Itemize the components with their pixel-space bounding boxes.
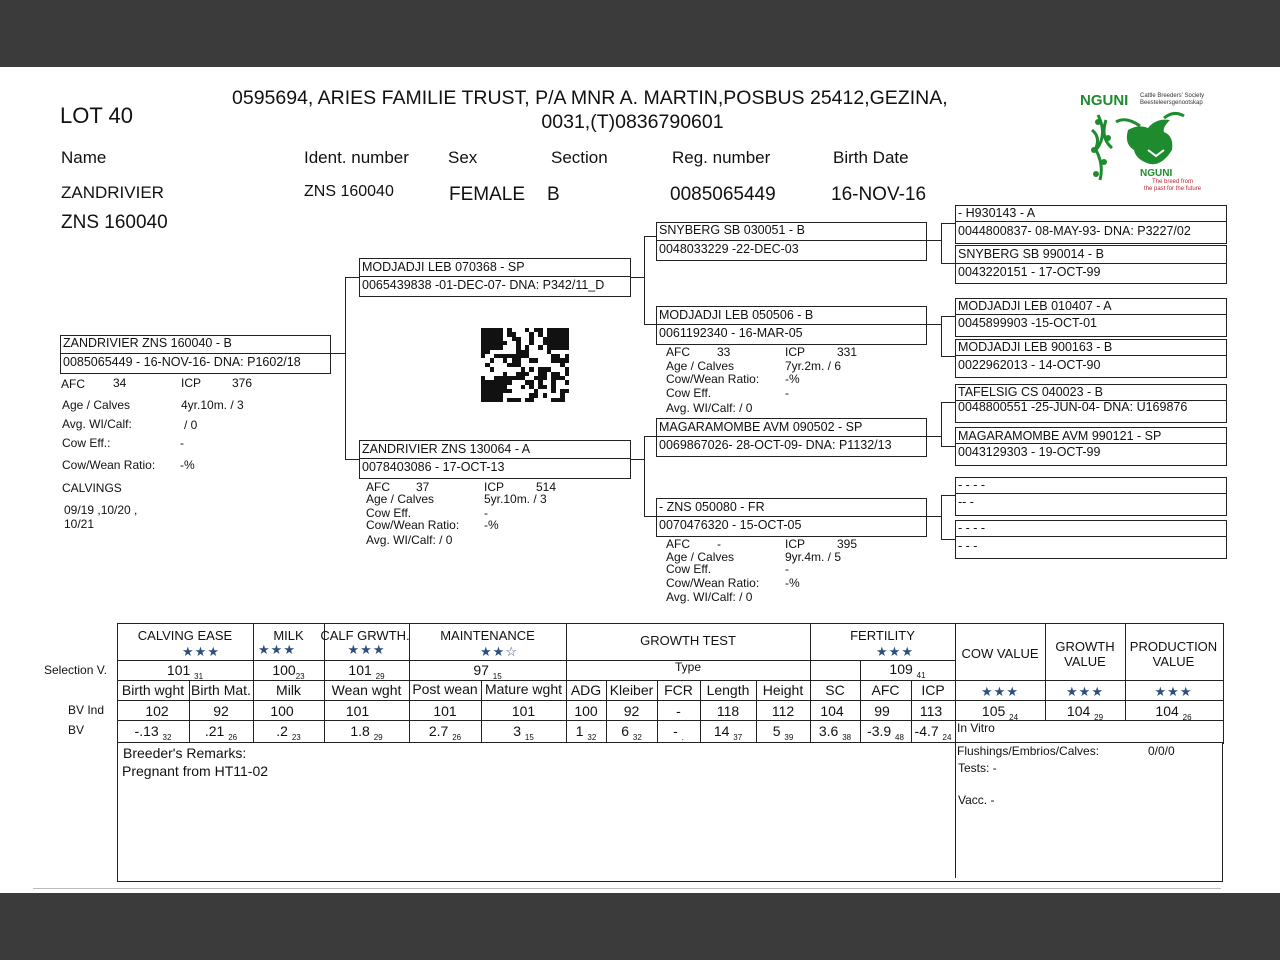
pedigree-ss-box <box>656 222 927 261</box>
header-cow-value: COW VALUE <box>961 646 1039 661</box>
self-calvings-1: 09/19 ,10/20 , <box>64 503 138 517</box>
table-line <box>955 623 956 742</box>
bv-ind-milk: 100 <box>270 703 294 719</box>
pedigree-sd-box <box>656 306 927 345</box>
self-cow-label: Cow Eff.: <box>62 436 111 450</box>
connector <box>941 539 956 540</box>
row-label-bv-ind: BV Ind <box>68 703 105 717</box>
g3-line-2: 0045899903 -15-OCT-01 <box>958 316 1097 330</box>
divider <box>956 263 1226 264</box>
bv-accuracy: 32 <box>162 732 172 742</box>
sd-age-value: 7yr.2m. / 6 <box>785 359 842 373</box>
pedigree-g3-box <box>955 298 1227 337</box>
divider <box>956 355 1226 356</box>
qr-code <box>481 328 569 402</box>
table-line <box>117 660 955 661</box>
connector <box>941 495 942 539</box>
bv-accuracy: 32 <box>632 732 642 742</box>
col-length: Length <box>706 682 750 698</box>
reg-label: Reg. number <box>672 148 771 167</box>
connector <box>941 223 942 263</box>
cow-value-acc: 24 <box>1009 712 1019 722</box>
pedigree-g3-box <box>955 205 1227 244</box>
header-type: Type <box>674 660 701 674</box>
connector <box>941 356 956 357</box>
sd-afc-value: 33 <box>717 345 731 359</box>
self-calvings-label: CALVINGS <box>62 481 122 495</box>
remarks-box <box>117 742 1223 882</box>
dd-wi-label: Avg. WI/Calf: / 0 <box>666 590 753 604</box>
dam-line-1: ZANDRIVIER ZNS 130064 - A <box>362 442 531 456</box>
connector <box>941 402 942 446</box>
self-ratio-label: Cow/Wean Ratio: <box>62 458 156 472</box>
sd-line-2: 0061192340 - 16-MAR-05 <box>659 326 803 340</box>
g3-line-1: TAFELSIG CS 040023 - B <box>958 385 1103 399</box>
col-post-wean: Post wean <box>412 681 478 697</box>
production-value: 104 <box>1155 703 1179 719</box>
sd-cow-label: Cow Eff. <box>666 386 712 400</box>
selection-calving-ease-acc: 31 <box>194 671 204 681</box>
bv-value: 5 <box>772 723 781 739</box>
dd-icp-value: 395 <box>837 537 858 551</box>
g3-line-2: - - - <box>958 539 978 553</box>
divider <box>956 536 1226 537</box>
remarks-label: Breeder's Remarks: <box>123 745 247 761</box>
dd-age-label: Age / Calves <box>666 550 735 564</box>
dd-ratio-value: -% <box>785 576 800 590</box>
pedigree-g3-box <box>955 339 1227 378</box>
selection-fertility <box>860 661 955 680</box>
divider <box>657 240 926 241</box>
dam-cow-value: - <box>484 506 488 520</box>
selection-maintenance-value: 97 <box>473 662 489 678</box>
row-label-selection: Selection V. <box>44 663 107 677</box>
sd-cow-value: - <box>785 386 789 400</box>
bv-accuracy: 26 <box>452 732 462 742</box>
col-fcr: FCR <box>664 682 693 698</box>
sd-icp-label: ICP <box>785 345 806 359</box>
sd-line-1: MODJADJI LEB 050506 - B <box>659 308 814 322</box>
dd-line-2: 0070476320 - 15-OCT-05 <box>659 518 802 532</box>
bv-cell <box>481 723 566 742</box>
self-line-2: 0085065449 - 16-NOV-16- DNA: P1602/18 <box>63 355 301 369</box>
bv-cell <box>117 723 189 742</box>
g3-line-1: - - - - <box>958 478 986 492</box>
bv-value: 3 <box>513 723 521 739</box>
selection-calf-growth <box>324 662 409 681</box>
bv-accuracy: 38 <box>842 732 852 742</box>
dam-afc-value: 37 <box>416 480 430 494</box>
bv-accuracy: 26 <box>228 732 238 742</box>
pedigree-ds-box <box>656 418 927 457</box>
ss-line-2: 0048033229 -22-DEC-03 <box>659 242 799 256</box>
g3-line-2: 0048800551 -25-JUN-04- DNA: U169876 <box>958 400 1188 414</box>
pedigree-g3-box <box>955 520 1227 559</box>
top-bar <box>0 0 1280 67</box>
animal-section: B <box>547 184 560 205</box>
bv-accuracy: 23 <box>291 732 301 742</box>
pedigree-self-box <box>60 335 331 374</box>
flushings-value: 0/0/0 <box>1148 744 1175 758</box>
self-icp-label: ICP <box>181 376 202 390</box>
selection-milk-acc: 23 <box>295 671 305 681</box>
divider <box>360 458 630 459</box>
connector <box>925 240 941 241</box>
bv-cell <box>189 723 253 742</box>
animal-birth: 16-NOV-16 <box>831 184 927 205</box>
divider <box>360 276 630 277</box>
g3-line-2: 0022962013 - 14-OCT-90 <box>958 358 1101 372</box>
pedigree-g3-box <box>955 245 1227 284</box>
divider <box>61 353 330 354</box>
remarks-text: Pregnant from HT11-02 <box>122 763 269 779</box>
col-mature-wght: Mature wght <box>484 681 563 697</box>
growth-value-acc: 29 <box>1094 712 1104 722</box>
dam-wi-label: Avg. WI/Calf: / 0 <box>366 533 453 547</box>
bv-cell <box>756 723 810 742</box>
divider <box>956 221 1226 222</box>
animal-name-2: ZNS 160040 <box>61 212 168 233</box>
col-milk: Milk <box>276 682 301 698</box>
selection-calf-growth-value: 101 <box>348 662 372 678</box>
bv-ind-icp: 113 <box>919 703 943 719</box>
col-afc: AFC <box>871 682 900 698</box>
bv-cell <box>253 723 324 742</box>
lot-number: LOT 40 <box>60 103 133 128</box>
divider <box>657 324 926 325</box>
bv-ind-adg: 100 <box>574 703 598 719</box>
connector <box>345 459 360 460</box>
nguni-logo <box>1078 90 1213 195</box>
animal-sex: FEMALE <box>449 184 526 205</box>
header-production-value-2: VALUE <box>1152 654 1195 669</box>
stars-calving-ease: ★★★ <box>182 644 220 659</box>
connector <box>644 236 645 324</box>
bv-value: 1 <box>575 723 584 739</box>
col-kleiber: Kleiber <box>609 682 654 698</box>
bv-ind-birth-wght: 102 <box>145 703 169 719</box>
bv-cell <box>860 723 911 742</box>
dam-ratio-value: -% <box>484 518 499 532</box>
page-bottom-rule <box>33 888 1221 889</box>
pedigree-dam-box <box>359 440 631 479</box>
dd-ratio-label: Cow/Wean Ratio: <box>666 576 760 590</box>
sex-label: Sex <box>448 148 478 167</box>
bv-ind-birth-mat: 92 <box>213 703 229 719</box>
stars-cow-value: ★★★ <box>981 684 1019 699</box>
bv-ind-wean-wght: 101 <box>345 703 370 719</box>
sd-ratio-label: Cow/Wean Ratio: <box>666 372 760 386</box>
bv-value: 6 <box>621 723 629 739</box>
row-label-bv: BV <box>68 723 85 737</box>
animal-reg: 0085065449 <box>670 184 776 205</box>
selection-maintenance <box>409 662 566 681</box>
production-value-acc: 26 <box>1182 712 1192 722</box>
ident-label: Ident. number <box>304 148 409 167</box>
self-wi-label: Avg. WI/Calf: <box>62 417 132 431</box>
header-calving-ease: CALVING EASE <box>137 628 233 643</box>
pedigree-g3-box <box>955 384 1227 423</box>
bv-ind-length: 118 <box>716 703 740 719</box>
bv-ind-cow-value <box>955 703 1045 722</box>
selection-fertility-value: 109 <box>889 661 913 677</box>
dam-age-value: 5yr.10m. / 3 <box>484 492 547 506</box>
header-growth-value-1: GROWTH <box>1055 639 1115 654</box>
stars-calf-growth: ★★★ <box>347 642 386 657</box>
flushings-label: Flushings/Embrios/Calves: <box>957 744 1100 758</box>
vacc-text: Vacc. - <box>958 793 995 807</box>
animal-ident: ZNS 160040 <box>304 183 394 200</box>
bv-ind-post-wean: 101 <box>433 703 457 719</box>
bv-cell <box>657 723 700 742</box>
g3-line-1: SNYBERG SB 990014 - B <box>958 247 1104 261</box>
bv-accuracy: 32 <box>587 732 597 742</box>
pedigree-g3-box <box>955 477 1227 516</box>
selection-milk-value: 100 <box>272 662 296 678</box>
bv-cell <box>409 723 481 742</box>
stars-growth-value: ★★★ <box>1066 684 1104 699</box>
self-age-value: 4yr.10m. / 3 <box>181 398 244 412</box>
divider <box>956 493 1226 494</box>
sd-icp-value: 331 <box>837 345 858 359</box>
header-fertility: FERTILITY <box>850 628 915 643</box>
dd-age-value: 9yr.4m. / 5 <box>785 550 842 564</box>
connector <box>925 436 941 437</box>
bv-value: - <box>673 723 678 739</box>
connector <box>345 277 346 459</box>
dd-cow-label: Cow Eff. <box>666 562 712 576</box>
connector <box>644 436 645 516</box>
self-line-1: ZANDRIVIER ZNS 160040 - B <box>63 336 232 350</box>
ss-line-1: SNYBERG SB 030051 - B <box>659 223 805 237</box>
selection-fertility-acc: 41 <box>916 670 926 680</box>
bv-ind-mature-wght: 101 <box>511 703 536 719</box>
bottom-bar <box>0 893 1280 960</box>
owner-line-1: 0595694, ARIES FAMILIE TRUST, P/A MNR A. MARTIN,POSBUS 25412,GEZINA, <box>232 87 948 109</box>
table-line <box>117 700 1223 701</box>
header-calf-growth: CALF GRWTH. <box>320 628 410 643</box>
connector <box>629 459 644 460</box>
sd-ratio-value: -% <box>785 372 800 386</box>
self-calvings-2: 10/21 <box>64 517 95 531</box>
g3-line-2: 0043220151 - 17-OCT-99 <box>958 265 1101 279</box>
dam-icp-value: 514 <box>536 480 557 494</box>
pedigree-dd-box <box>656 498 927 537</box>
animal-name: ZANDRIVIER <box>61 183 164 202</box>
dam-afc-label: AFC <box>366 480 390 494</box>
g3-line-2: 0043129303 - 19-OCT-99 <box>958 445 1101 459</box>
dam-cow-label: Cow Eff. <box>366 506 412 520</box>
g3-line-2: 0044800837- 08-MAY-93- DNA: P3227/02 <box>958 224 1191 238</box>
dd-line-1: - ZNS 050080 - FR <box>659 500 765 514</box>
section-label: Section <box>551 148 608 167</box>
logo-society-2: Beesteleersgenootskap <box>1140 100 1203 106</box>
logo-brand: NGUNI <box>1080 92 1129 109</box>
connector <box>941 316 942 356</box>
connector <box>941 223 956 224</box>
self-cow-value: - <box>180 436 184 450</box>
g3-line-1: MAGARAMOMBE AVM 990121 - SP <box>958 429 1162 443</box>
bv-ind-afc: 99 <box>874 703 890 719</box>
bv-value: -.13 <box>134 723 159 739</box>
g3-line-1: MODJADJI LEB 010407 - A <box>958 299 1112 313</box>
sd-age-label: Age / Calves <box>666 359 735 373</box>
connector <box>925 516 941 517</box>
bv-ind-height: 112 <box>771 703 795 719</box>
connector <box>345 277 360 278</box>
g3-line-1: - - - - <box>958 521 986 535</box>
selection-calving-ease-value: 101 <box>166 662 191 678</box>
connector <box>941 263 956 264</box>
self-afc-label: AFC <box>61 377 85 391</box>
logo-brand-2: NGUNI <box>1140 168 1173 179</box>
bv-ind-sc: 104 <box>820 703 844 719</box>
bv-accuracy: 48 <box>895 732 904 742</box>
header-milk: MILK <box>273 628 304 643</box>
bv-value: -4.7 <box>914 723 939 739</box>
bv-accuracy: 39 <box>784 732 794 742</box>
col-birth-mat: Birth Mat. <box>191 682 251 698</box>
connector <box>941 402 956 403</box>
pedigree-g3-box <box>955 427 1227 466</box>
sire-line-1: MODJADJI LEB 070368 - SP <box>362 260 525 274</box>
selection-maintenance-acc: 15 <box>492 671 502 681</box>
bv-value: 1.8 <box>350 723 370 739</box>
header-production-value-1: PRODUCTION <box>1129 639 1218 654</box>
logo-society-1: Cattle Breeders' Society <box>1140 93 1205 99</box>
tests-text: Tests: - <box>958 761 997 775</box>
stars-production-value: ★★★ <box>1154 684 1193 699</box>
col-adg: ADG <box>570 682 602 698</box>
self-icp-value: 376 <box>232 376 253 390</box>
remarks-divider <box>955 742 956 878</box>
logo-tagline-2: the past for the future <box>1144 186 1202 192</box>
growth-value: 104 <box>1066 703 1091 719</box>
name-label: Name <box>61 148 107 167</box>
bv-accuracy: 29 <box>373 732 383 742</box>
g3-line-1: - H930143 - A <box>958 206 1036 220</box>
dam-line-2: 0078403086 - 17-OCT-13 <box>362 460 505 474</box>
dd-afc-label: AFC <box>666 537 690 551</box>
bv-ind-kleiber: 92 <box>623 703 640 719</box>
bv-value: 14 <box>713 723 730 739</box>
connector <box>629 277 644 278</box>
birth-label: Birth Date <box>833 148 909 167</box>
logo-tagline-1: The breed from <box>1152 179 1194 185</box>
bv-ind-production-value <box>1125 703 1222 722</box>
dd-icp-label: ICP <box>785 537 806 551</box>
header-growth-value-2: VALUE <box>1064 654 1106 669</box>
divider <box>956 314 1226 315</box>
divider <box>657 436 926 437</box>
dam-icp-label: ICP <box>484 480 505 494</box>
header-maintenance: MAINTENANCE <box>440 628 535 643</box>
bv-accuracy: 37 <box>733 732 743 742</box>
self-afc-value: 34 <box>113 376 127 390</box>
ds-line-2: 0069867026- 28-OCT-09- DNA: P1132/13 <box>659 438 892 452</box>
selection-calving-ease <box>117 662 253 681</box>
bv-ind-growth-value <box>1045 703 1125 722</box>
dam-ratio-label: Cow/Wean Ratio: <box>366 518 460 532</box>
connector <box>941 446 956 447</box>
bv-accuracy: 24 <box>942 732 952 742</box>
bv-value: .2 <box>276 723 288 739</box>
header-growth-test: GROWTH TEST <box>640 633 736 648</box>
qr-module <box>565 398 569 402</box>
g3-line-2: -- - <box>958 495 974 509</box>
stars-maintenance: ★★☆ <box>480 644 518 659</box>
ds-line-1: MAGARAMOMBE AVM 090502 - SP <box>659 420 863 434</box>
selection-calf-growth-acc: 29 <box>375 671 385 681</box>
bv-cell <box>566 723 606 742</box>
bv-accuracy: . <box>681 732 684 742</box>
bv-accuracy: 15 <box>524 732 534 742</box>
bv-cell <box>700 723 756 742</box>
self-wi-value: / 0 <box>184 418 198 432</box>
bv-value: 2.7 <box>428 723 449 739</box>
col-height: Height <box>762 682 804 698</box>
dam-age-label: Age / Calves <box>366 492 435 506</box>
dd-afc-value: - <box>717 537 721 551</box>
bv-ind-fcr: - <box>676 703 681 719</box>
connector <box>329 353 345 354</box>
col-wean-wght: Wean wght <box>331 682 402 698</box>
sd-wi-label: Avg. WI/Calf: / 0 <box>666 401 753 415</box>
cow-value: 105 <box>981 703 1006 719</box>
bv-cell <box>324 723 409 742</box>
bv-value: .21 <box>204 723 225 739</box>
connector <box>925 324 941 325</box>
bv-value: -3.9 <box>867 723 892 739</box>
selection-milk <box>253 662 324 681</box>
sd-afc-label: AFC <box>666 345 690 359</box>
pedigree-sire-box <box>359 258 631 297</box>
g3-line-1: MODJADJI LEB 900163 - B <box>958 340 1113 354</box>
dd-cow-value: - <box>785 562 789 576</box>
col-icp: ICP <box>921 682 945 698</box>
stars-fertility: ★★★ <box>876 644 914 659</box>
col-birth-wght: Birth wght <box>121 682 185 698</box>
owner-line-2: 0031,(T)0836790601 <box>541 111 724 133</box>
bv-cell <box>606 723 657 742</box>
divider <box>657 516 926 517</box>
self-ratio-value: -% <box>180 458 195 472</box>
col-sc: SC <box>825 682 845 698</box>
bv-value: 3.6 <box>818 723 839 739</box>
sire-line-2: 0065439838 -01-DEC-07- DNA: P342/11_D <box>362 278 605 292</box>
bv-cell <box>911 723 955 742</box>
self-age-label: Age / Calves <box>62 398 131 412</box>
bv-cell <box>810 723 860 742</box>
in-vitro-label: In Vitro <box>957 721 995 735</box>
divider <box>956 443 1226 444</box>
connector <box>941 495 956 496</box>
stars-milk: ★★★ <box>258 642 296 657</box>
connector <box>941 316 956 317</box>
